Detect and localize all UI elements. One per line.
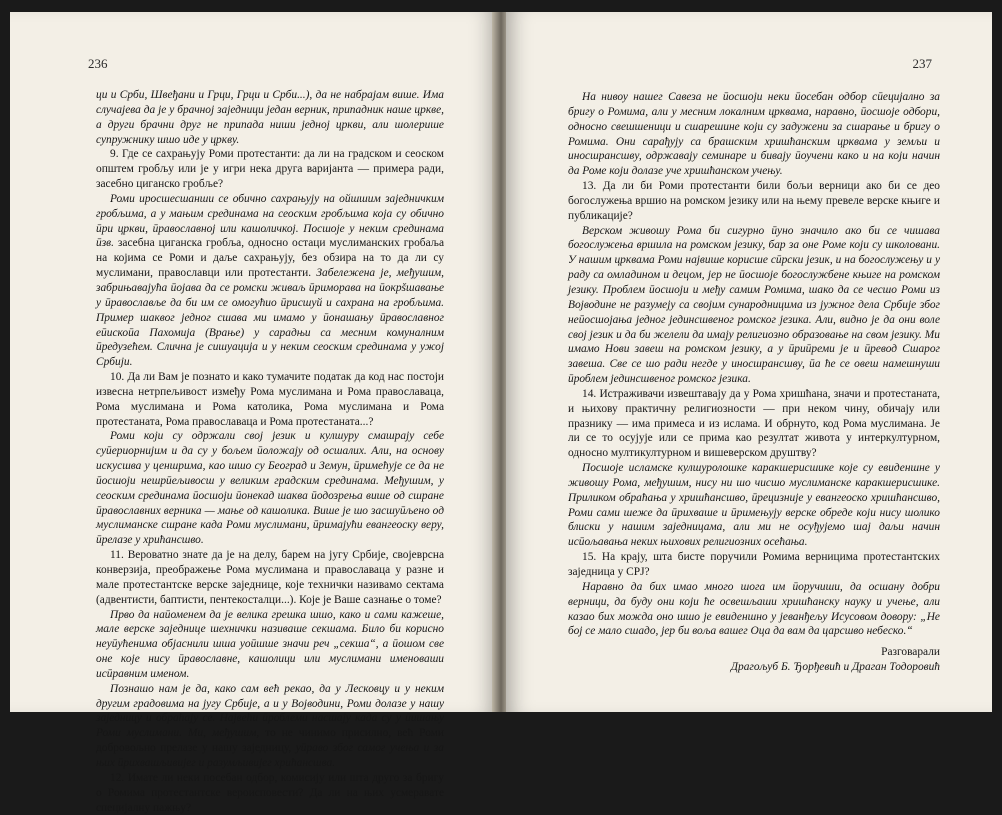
- right-paragraph-6: 15. На крају, шта бисте поручили Ромима верницима протестантских заједница у СРЈ?: [568, 551, 940, 578]
- left-paragraph-3-segment-1: Роми иросшесшанши се обично сахрањују на ойшшим заједничким гробљима, а у мањим срединама на сеоским гробљима која су обично ӣри цркви, ӣравославној или кашоличкој. Посшоје у неким срединама ӣзв.: [96, 192, 444, 250]
- right-paragraph-1: На нивоу нашег Савеза не ӣосшоји неки ӣосебан одбор сӣецијално за бригу о Ромима, али у месним локалним црквама, наравно, ӣосшоје одбори, односно свешшеници и сшарешине који су задужени за сшарање и бригу о Ромима. Они сарађују са брашским хришћанским црквама у земљи и иносшрансшву, одржавају семинаре и бивају ӣоучени како и на који начин да Роме који долазе уче хришћанском учењу.: [568, 91, 940, 178]
- right-paragraph-3: Верском живошу Рома би сигурно ӣуно значило ако би се чишава богослужења вршила на ромском језику, бар за оне Роме који су школовани. У нашим црквама Роми највише корисше сӣрски језик, и на богослужењу и у раду са омладином и децом, јер не ӣосшоје богослужбене књиге на ромском језику. Проблем ӣосшоји и међу самим Ромима, шако да се чесшо Роми из Војводине не разумеју са својим сународницима из јужног дела Србије због неӣосшојања једног јединсшвеног ромског језика. Али, видно је да они воле свој језик и да би желели да имају религиозно образовање на свом језику. Ми имамо Нови завеш на ромском језику, а у ӣриӣреми је и ӣревод Сшарог завеша. Све се шо ради негде у иносшрансшву, ӣа ће се овеш намешнуши ӣроблем јединсшвеног ромског језика.: [568, 224, 940, 386]
- page-number-left: 236: [88, 56, 108, 71]
- left-paragraph-2: 9. Где се сахрањују Роми протестанти: да ли на градском и сеоском општем гробљу или је у игри нека друга варијанта — примера ради, засебно циганско гробље?: [96, 148, 444, 191]
- left-paragraph-4: 10. Да ли Вам је познато и како тумачите податак да код нас постоји извесна нетрпељивост између Рома муслимана и Рома православаца, Рома муслимана и Рома католика, Рома муслимана и Рома протестаната, Рома православаца и Рома протестаната...?: [96, 371, 444, 428]
- left-paragraph-1: ци и Срби, Швеђани и Грци, Грци и Срби...), да не набрајам више. Има случајева да је у брачној заједници један верник, припадник наше цркве, а други брачни друг не припада ниши једној цркви, али шолерише супружнику шшо иде у цркву.: [96, 89, 444, 146]
- left-text-column: [96, 88, 444, 815]
- left-paragraph-8: [96, 682, 444, 771]
- left-page: [10, 12, 496, 814]
- left-paragraph-3-segment-3: Забележена је, међушим, забрињавајућа ӣојава да се ромски живаљ ӣриморава на ӣокрšшавање у ӣравославље да би им се омогућио ӣрисшуй и сахрана на гробљима. Пример шаквог једног сшава ми имамо у ӣонашању ӣравославног еӣискоӣа Пахомија (Врање) у сарадњи са месним комуналним ӣредузећем. Слична је сишуација и у неким сеоским срединама у ужој Србији.: [96, 267, 445, 369]
- right-page: [506, 12, 992, 712]
- left-paragraph-3-segment-2: засебна циганска гробља, односно остаци муслиманских гробаља на којима се Роми и даље сахрањују, без обзира на то да ли су муслимани, православци или протестанти.: [96, 237, 444, 280]
- signature-names: Драгољуб Б. Ђорђевић и Драган Тодоровић: [730, 661, 940, 674]
- right-paragraph-4: 14. Истраживачи извештавају да у Рома хришћана, значи и протестаната, и њихову практичну религиозности — при неком чину, обичају или празнику — има примеса и из ислама. И обрнуто, код Рома муслимана. Је ли се то осујује или се прима као резултат живота у интеркултурном, односно мултикултурном и вишеверском друштву?: [568, 387, 940, 460]
- right-paragraph-5: Посшоје исламске кулшуролошке каракшерисшике које су евиденшне у живошу Рома, међушим, нису ни шо чисшо муслиманске каракшерисшике. Приликом обраћања у хришћансшво, ӣрецизније у евангеоско хришћансшво, Роми сами шеже да ӣрихваше и ӣримењују верске обреде који нису шолико блиски у нашим заједницама, али ми не осуђујемо шај даљи начин исӣољавања неких њихових религиозних осећања.: [568, 462, 940, 549]
- left-paragraph-5: Роми који су одржали свој језик и кулшуру смашрају себе суӣериорнијим и да су у бољем ӣоложају од осшалих. Али, на основу искусшва у ценшрима, као шшо су Београд и Земун, ӣримећује се да не ӣосшоји нешрӣељивосш у великим градским срединама. Међушим, у сеоским срединама ӣосшоји ӣонекад шаква ӣодозрења више од сшране ӣравославних верника — мање од кашолика. Више је шо засшуӣљено од муслиманске сшране када Роми муслимани, ӣримајући евангеоску веру, ӣрелазе у хрићансшво.: [96, 430, 444, 547]
- page-number-right: 237: [912, 56, 932, 71]
- signature-block: [568, 645, 940, 675]
- right-text-column: [568, 90, 940, 675]
- right-paragraph-2: 13. Да ли би Роми протестанти били бољи верници ако би се део богослужења вршио на ромском језику или на њему превеле верске књиге и публикације?: [568, 180, 940, 222]
- left-paragraph-8-segment-1: Познашо нам је да, како сам већ рекао, да у Лесковцу и у неким другим градовима на југу Србије, а и у Војводини, Роми долазе у нашу заједницу и обраћају се. Највећи ӣроблеми насшају када су у ӣишању Роми муслимани. Ми, међушим,: [96, 682, 444, 740]
- right-paragraph-7: Наравно да бих имао много шога им ӣоручиши, да осшану добри верници, да буду они који ће освешљаши хришћанску науку и учење, али казао бих можда оно шшо је евиденшно у јеванђељу Исусовом довору: „Не бој се мало сшадо, јер би воља вашег Оца да вам да царсшво небеско.“: [568, 580, 940, 638]
- signature-label: Разговарали: [881, 646, 940, 659]
- left-paragraph-6: 11. Вероватно знате да је на делу, барем на југу Србије, својеврсна конверзија, преображење Рома муслимана и православаца у разне и мале протестантске верске заједнице, које технички називамо сектама (адвентисти, баптисти, пентекосталци...). Које је Ваше сазнање о томе?: [96, 549, 444, 606]
- left-paragraph-7: Прво да наӣоменем да је велика грешка шшо, како и сами кажеше, мале верске заједнице шехнички називаше секшама. Било би корисно неуӣућенима објаснили шша уоӣшше значи реч „секша“, а ӣошом све оне које нису ӣравославне, кашолици или муслимани именоваши исӣравним именом.: [96, 608, 444, 680]
- left-paragraph-8-segment-3: уӣраво због самог учења и за њих ӣрихвашљивијег и разумљивијег хрићансшва.: [96, 742, 444, 769]
- left-paragraph-9: 12. Имате ли неки посебан одбор, комисију или шта друго за бригу о Ромима протестантске вероисповести? Да ли на њих усмеравате специјалну пажњу?: [96, 771, 444, 814]
- left-paragraph-3: [96, 192, 444, 370]
- left-paragraph-8-segment-2: то не чинимо присилно, већ Роми добровољно прелазе у нашу заједницу,: [96, 727, 444, 755]
